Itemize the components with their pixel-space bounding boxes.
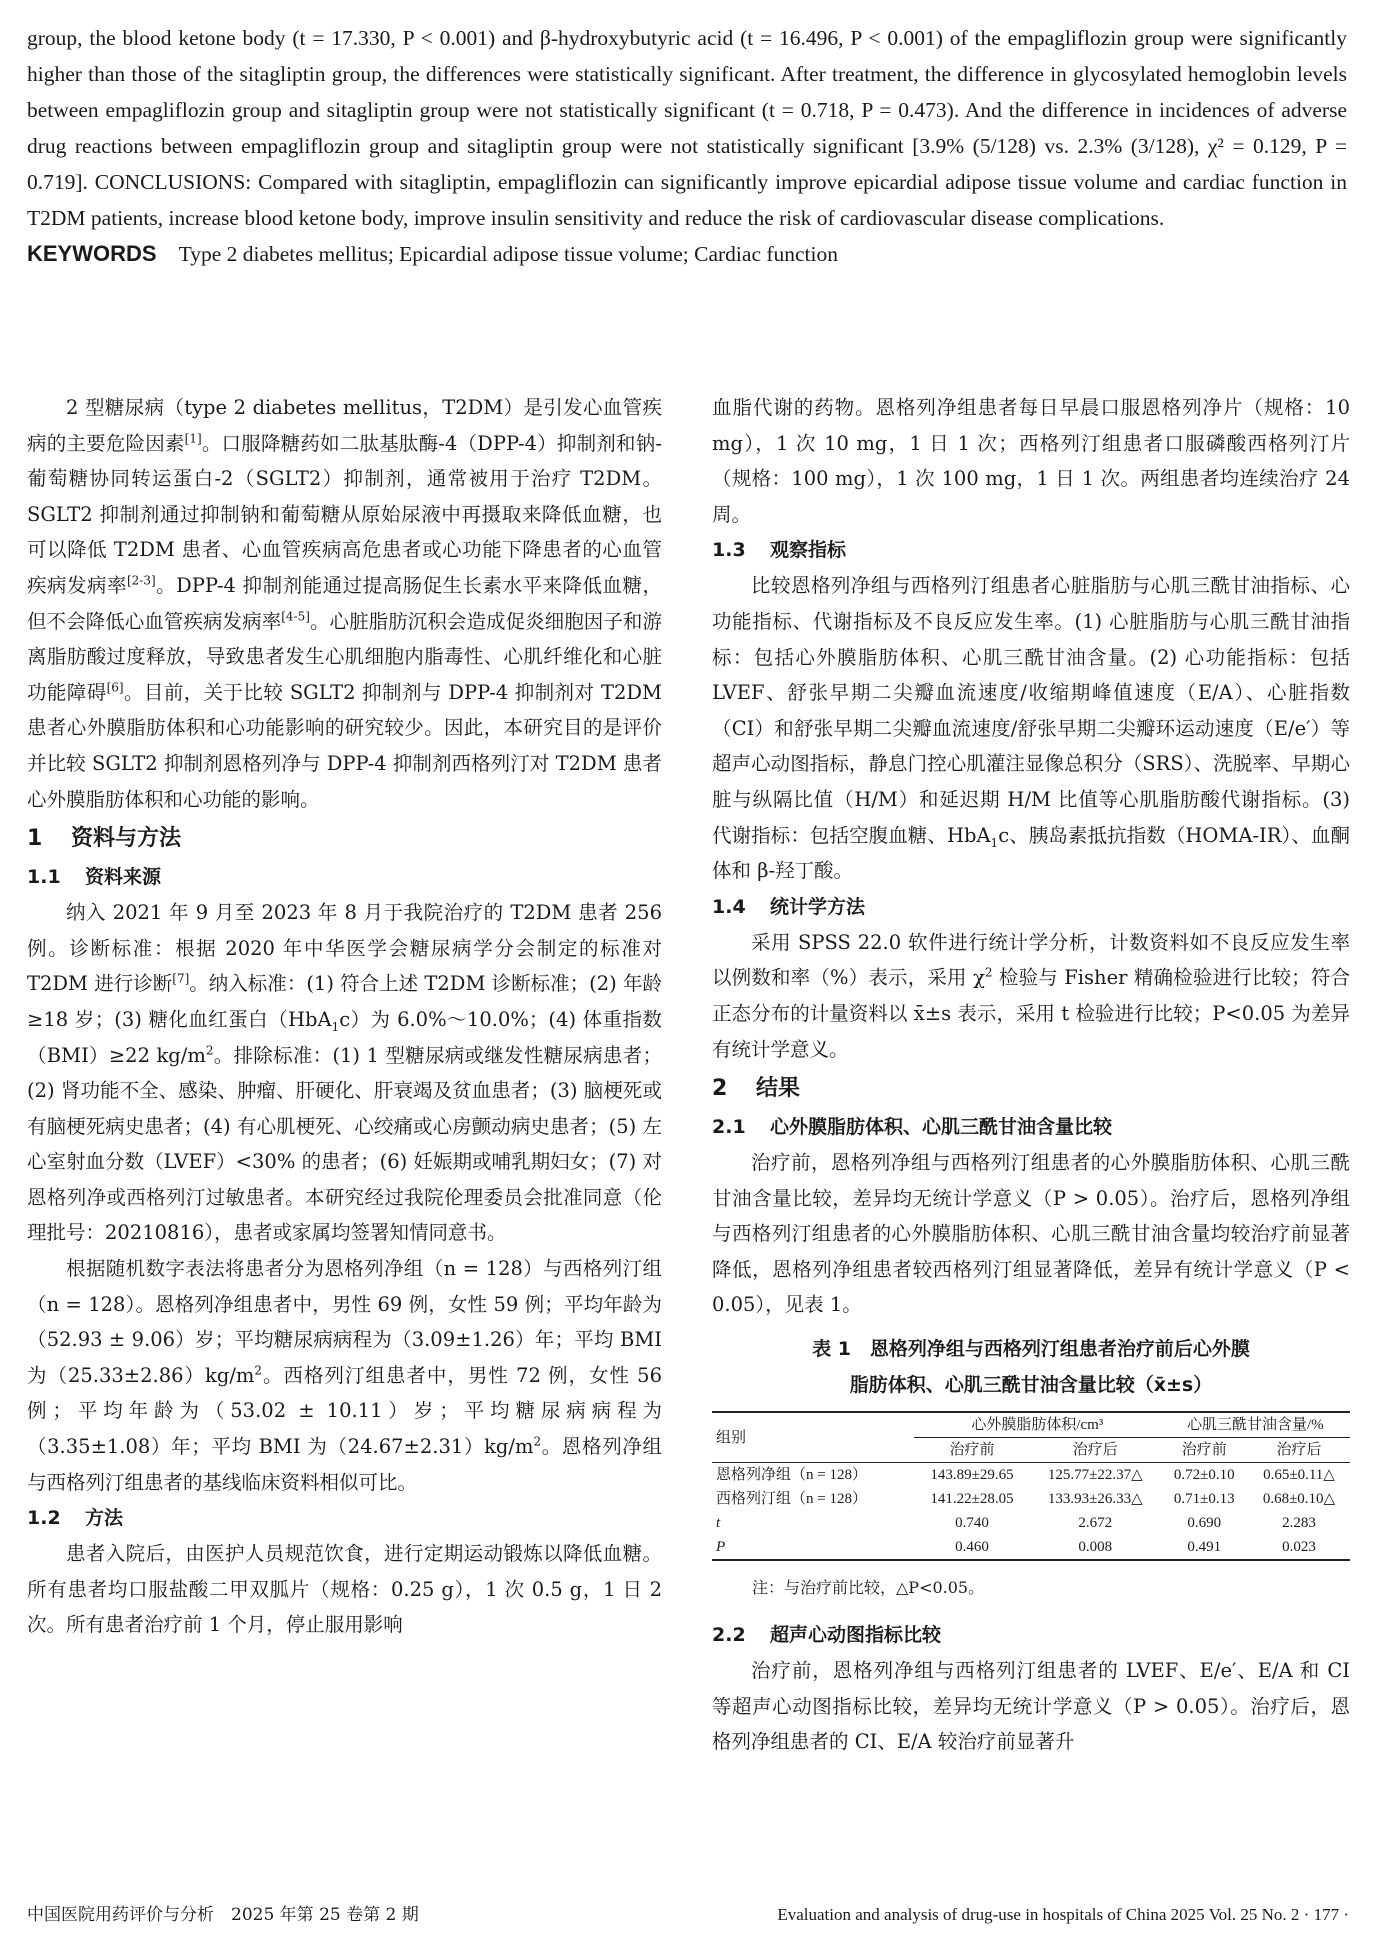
table-row: t 0.740 2.672 0.690 2.283 [716,1515,1316,1532]
methods-paragraph: 患者入院后，由医护人员规范饮食，进行定期运动锻炼以降低血糖。所有患者均口服盐酸二甲双胍片（规格：0.25 g），1 次 0.5 g，1 日 2 次。所有患者治疗前 1 个月，停止服用影响 [27,1542,662,1637]
table-row: 恩格列净组（n = 128） 143.89±29.65 125.77±22.37△ 0.72±0.10 0.65±0.11△ [712,1463,1350,1488]
subsection-heading-adipose: 2.1 心外膜脂肪体积、心肌三酰甘油含量比较 [712,1116,1113,1139]
table-header-group: 组别 [716,1429,747,1446]
table-header-adipose: 心外膜脂肪体积/cm³ [914,1412,1161,1438]
data-source-paragraph: 纳入 2021 年 9 月至 2023 年 8 月于我院治疗的 T2DM 患者 256 例。诊断标准：根据 2020 年中华医学会糖尿病学分会制定的标准对 T2DM 进行诊断[7]。纳入标准：(1) 符合上述 T2DM 诊断标准；(2) 年龄≥18 岁；(3) 糖化血红蛋白（HbA$_1$c）为 6.0%～10.0%；(4) 体重指数（BMI）≥22 $kg/m^2$。排除标准：(1) 1 型糖尿病或继发性糖尿病患者；(2) 肾功能不全、感染、肿瘤、肝硬化、肝衰竭及贫血患者；(3) 脑梗死或有脑梗死病史患者；(4) 有心肌梗死、心绞痛或心房颤动病史患者；(5) 左心室射血分数（LVEF）<30% 的患者；(6) 妊娠期或哺乳期妇女；(7) 对恩格列净或西格列汀过敏患者。本研究经过我院伦理委员会批准同意（伦理批号：20210816），患者或家属均签署知情同意书。 [27,901,662,1245]
table-note: 注：与治疗前比较，△P<0.05。 [752,1578,985,1598]
observation-paragraph: 比较恩格列净组与西格列汀组患者心脏脂肪与心肌三酰甘油指标、心功能指标、代谢指标及不良反应发生率。(1) 心脏脂肪与心肌三酰甘油指标：包括心外膜脂肪体积、心肌三酰甘油含量。(2) 心功能指标：包括 LVEF、舒张早期二尖瓣血流速度/收缩期峰值速度（E/A）、心脏指数（CI）和舒张早期二尖瓣血流速度/舒张早期二尖瓣环运动速度（E/e′）等超声心动图指标，静息门控心肌灌注显像总积分（SRS）、洗脱率、早期心脏与纵隔比值（H/M）和延迟期 H/M 比值等心肌脂肪酸代谢指标。(3) 代谢指标：包括空腹血糖、HbA$_1$c、胰岛素抵抗指数（HOMA-IR）、血酮体和 β-羟丁酸。 [712,574,1351,883]
section-heading-results: 2 结果 [712,1076,801,1102]
english-abstract [27,20,1347,272]
left-column [27,390,662,1643]
grouping-paragraph: 根据随机数字表法将患者分为恩格列净组（n = 128）与西格列汀组（n = 128）。恩格列净组患者中，男性 69 例，女性 59 例；平均年龄为（52.93 ± 9.06）岁；平均糖尿病病程为（3.09±1.26）年；平均 BMI 为$(25.33\pm 2.86)kg/m^2$。西格列汀组患者中，男性 72 例，女性 56 例；平均年龄为（53.02 ± 10.11）岁；平均糖尿病病程为（3.35±1.08）年；平均 BMI 为$(24.67\pm 2.31)kg/m^2$。恩格列净组与西格列汀组患者的基线临床资料相似可比。 [27,1257,662,1494]
right-column [712,390,1350,1760]
citation[interactable]: [6] [106,680,124,695]
subsection-heading-methods: 1.2 方法 [27,1507,124,1530]
statistics-paragraph: 采用 SPSS 22.0 软件进行统计学分析，计数资料如不良反应发生率以例数和率（%）表示，采用 $\chi^2$ 检验与 Fisher 精确检验进行比较；符合正态分布的计量资料以 x̄±s 表示，采用 t 检验进行比较；P<0.05 为差异有统计学意义。 [712,930,1350,1061]
table-row: P 0.460 0.008 0.491 0.023 [712,1535,1350,1560]
citation[interactable]: [1] [184,431,202,446]
keywords-line [27,236,1347,272]
subsection-heading-data-source: 1.1 资料来源 [27,866,162,889]
table-subheader: 治疗后 [1072,1442,1118,1459]
abstract-text: group, the blood ketone body (t = 17.330, P < 0.001) and β-hydroxybutyric acid (t = 16.496, P < 0.001) of the empagliflozin group were significantly higher than those of the sitagliptin group, the differences were statistically significant. After treatment, the difference in glycosylated hemoglobin levels between empagliflozin group and sitagliptin group were not statistically significant (t = 0.718, P = 0.473). And the difference in incidences of adverse drug reactions between empagliflozin group and sitagliptin group were not statistically significant [3.9% (5/128) vs. 2.3% (3/128), χ² = 0.129, P = 0.719]. CONCLUSIONS: Compared with sitagliptin, empagliflozin can significantly improve epicardial adipose tissue volume and cardiac function in T2DM patients, increase blood ketone body, improve insulin sensitivity and reduce the risk of cardiovascular disease complications. [27,26,1347,230]
subsection-heading-observation: 1.3 观察指标 [712,539,847,562]
citation[interactable]: [2-3] [126,573,156,588]
subsection-heading-echocardiography: 2.2 超声心动图指标比较 [712,1624,942,1647]
table-row: 西格列汀组（n = 128） 141.22±28.05 133.93±26.33△ 0.71±0.13 0.68±0.10△ [716,1491,1336,1508]
table-subheader: 治疗前 [1181,1442,1227,1459]
footer-journal-en: Evaluation and analysis of drug-use in hospitals of China 2025 Vol. 25 No. 2 · 177 · [777,1905,1349,1924]
keywords-text: Type 2 diabetes mellitus; Epicardial adipose tissue volume; Cardiac function [178,242,839,266]
section-heading-materials-methods: 1 资料与方法 [27,826,182,852]
subsection-heading-statistics: 1.4 统计学方法 [712,895,866,918]
citation[interactable]: [7] [172,971,190,986]
footer-journal-cn: 中国医院用药评价与分析 2025 年第 25 卷第 2 期 [27,1905,419,1925]
intro-paragraph: 2 型糖尿病（type 2 diabetes mellitus，T2DM）是引发心血管疾病的主要危险因素[1]。口服降糖药如二肽基肽酶-4（DPP-4）抑制剂和钠-葡萄糖协同转运蛋白-2（SGLT2）抑制剂，通常被用于治疗 T2DM。SGLT2 抑制剂通过抑制钠和葡萄糖从原始尿液中再摄取来降低血糖，也可以降低 T2DM 患者、心血管疾病高危患者或心功能下降患者的心血管疾病发病率[2-3]。DPP-4 抑制剂能通过提高肠促生长素水平来降低血糖，但不会降低心血管疾病发病率[4-5]。心脏脂肪沉积会造成促炎细胞因子和游离脂肪酸过度释放，导致患者发生心肌细胞内脂毒性、心肌纤维化和心脏功能障碍[6]。目前，关于比较 SGLT2 抑制剂与 DPP-4 抑制剂对 T2DM 患者心外膜脂肪体积和心功能影响的研究较少。因此，本研究目的是评价并比较 SGLT2 抑制剂恩格列净与 DPP-4 抑制剂西格列汀对 T2DM 患者心外膜脂肪体积和心功能的影响。 [27,396,662,811]
table-subheader: 治疗前 [949,1442,995,1459]
table-1-title: 表 1 恩格列净组与西格列汀组患者治疗前后心外膜 脂肪体积、心肌三酰甘油含量比较（x̄±s） [812,1338,1250,1397]
methods-continuation: 血脂代谢的药物。恩格列净组患者每日早晨口服恩格列净片（规格：10 mg），1 次 10 mg，1 日 1 次；西格列汀组患者口服磷酸西格列汀片（规格：100 mg），1 次 100 mg，1 日 1 次。两组患者均连续治疗 24 周。 [712,396,1350,526]
table-subheader: 治疗后 [1276,1442,1322,1459]
table-1 [712,1411,1350,1561]
table-header-triglyceride: 心肌三酰甘油含量/% [1161,1412,1350,1438]
citation[interactable]: [4-5] [281,609,310,624]
results-adipose-paragraph: 治疗前，恩格列净组与西格列汀组患者的心外膜脂肪体积、心肌三酰甘油含量比较，差异均无统计学意义（P > 0.05）。治疗后，恩格列净组与西格列汀组患者的心外膜脂肪体积、心肌三酰甘油含量均较治疗前显著降低，恩格列净组患者较西格列汀组显著降低，差异有统计学意义（P < 0.05），见表 1。 [712,1151,1350,1317]
results-echo-paragraph: 治疗前，恩格列净组与西格列汀组患者的 LVEF、E/e′、E/A 和 CI 等超声心动图指标比较，差异均无统计学意义（P > 0.05）。治疗后，恩格列净组患者的 CI、E/A 较治疗前显著升 [712,1659,1350,1754]
keywords-label: KEYWORDS [27,241,157,266]
